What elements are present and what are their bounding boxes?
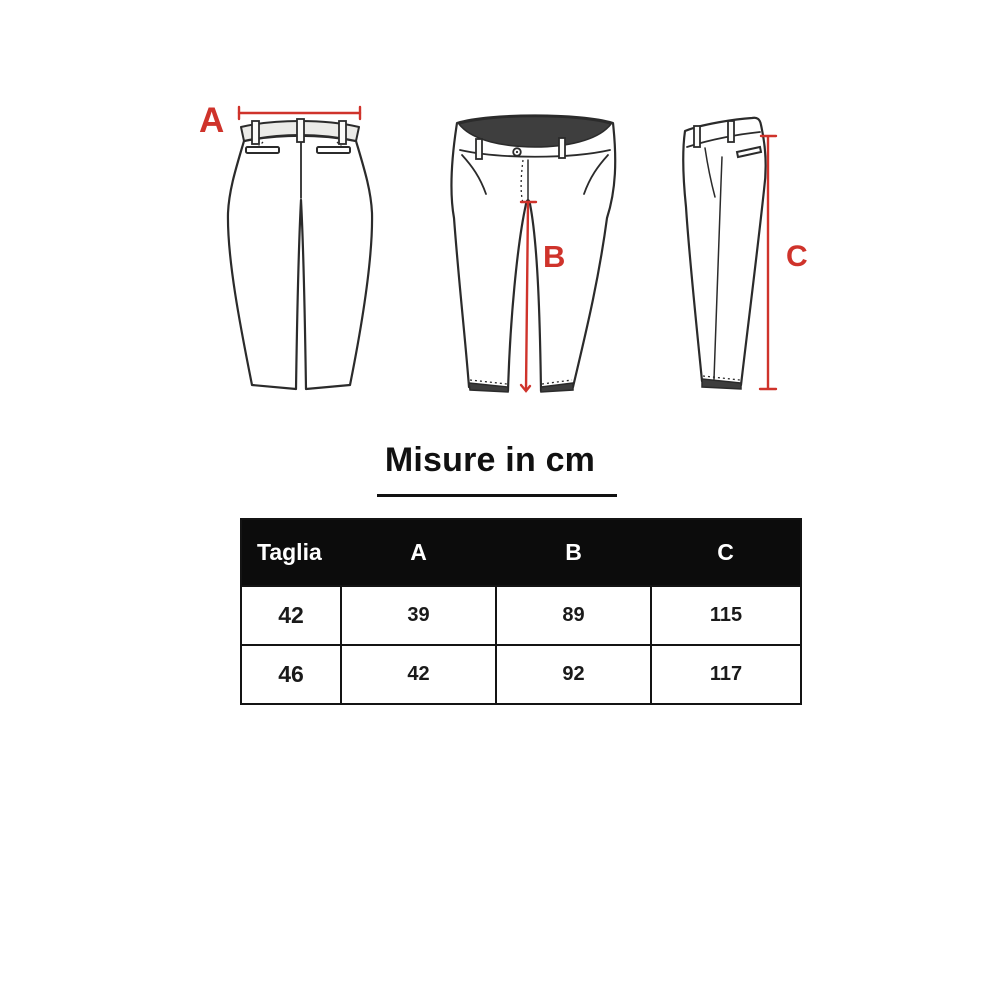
belt-loop (728, 121, 734, 142)
column-header-c: C (651, 519, 801, 586)
column-header-taglia: Taglia (241, 519, 341, 586)
table-row-size-42 (241, 586, 801, 645)
back-pocket-welt (317, 147, 350, 153)
pants-front-view-drawing (435, 95, 640, 415)
belt-loop (476, 139, 482, 159)
pants-side-view-drawing (660, 95, 840, 415)
cell-measure-b: 89 (496, 586, 651, 645)
cell-measure-c: 117 (651, 645, 801, 704)
size-table (240, 518, 802, 705)
title-underline (377, 494, 617, 497)
waist-button-center (516, 151, 518, 153)
measurement-label-a: A (199, 101, 225, 140)
pants-side-body (683, 118, 765, 385)
size-table-container (240, 518, 802, 705)
belt-loop (252, 121, 259, 144)
page-title: Misure in cm (384, 441, 596, 479)
table-row-size-46 (241, 645, 801, 704)
cell-measure-c: 115 (651, 586, 801, 645)
belt-loop (559, 138, 565, 158)
cell-measure-b: 92 (496, 645, 651, 704)
back-pocket-welt (246, 147, 279, 153)
measurement-label-b: B (543, 239, 566, 274)
measurement-label-c: C (786, 240, 808, 273)
table-header-row (241, 519, 801, 586)
cell-size: 46 (241, 645, 341, 704)
belt-loop (694, 126, 700, 147)
belt-loop (297, 119, 304, 142)
belt-loop (339, 121, 346, 144)
cell-size: 42 (241, 586, 341, 645)
column-header-a: A (341, 519, 496, 586)
measurement-arrow-a (239, 107, 360, 119)
pants-back-view-drawing (190, 95, 400, 405)
cell-measure-a: 39 (341, 586, 496, 645)
cell-measure-a: 42 (341, 645, 496, 704)
pants-back-body (228, 136, 372, 389)
column-header-b: B (496, 519, 651, 586)
